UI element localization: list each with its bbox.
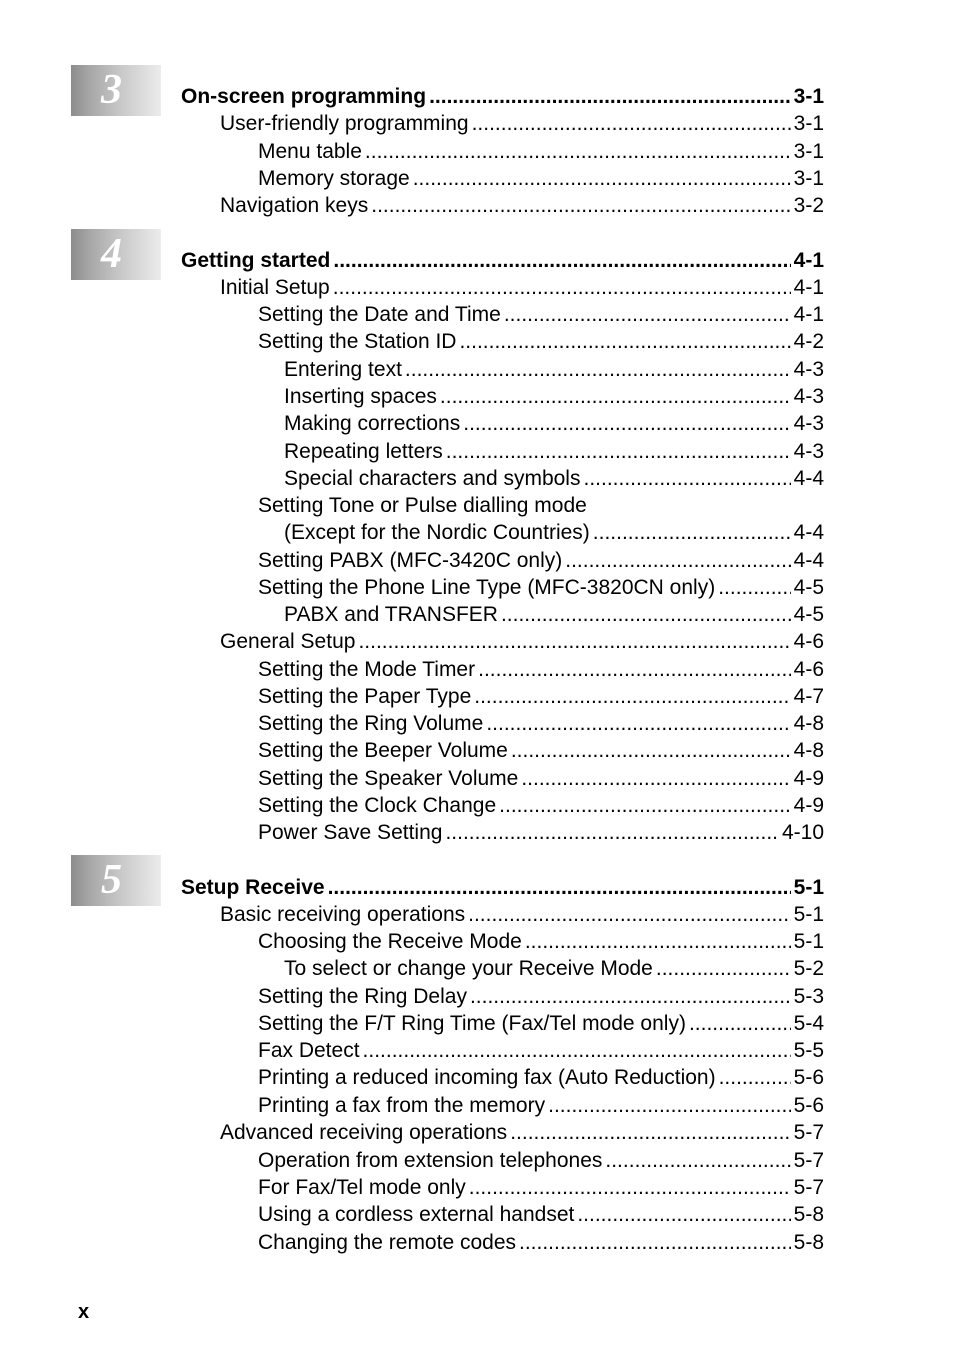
toc-entry-title: Special characters and symbols [284, 467, 581, 490]
toc-entry-page: 4-2 [793, 330, 824, 353]
toc-entry-title: Getting started [181, 249, 331, 272]
toc-entry-page: 5-1 [793, 876, 824, 899]
toc-entry-page: 5-7 [793, 1176, 824, 1199]
page-number: x [78, 1301, 90, 1323]
toc-entry-title: (Except for the Nordic Countries) [284, 521, 590, 544]
toc-chapter-heading[interactable] [181, 875, 824, 901]
toc-entry-title: Repeating letters [284, 440, 443, 463]
dot-leader [463, 411, 790, 437]
dot-leader [689, 1011, 791, 1037]
toc-subsection[interactable] [258, 820, 824, 846]
chapter-number: 3 [101, 67, 122, 113]
toc-subsection[interactable] [258, 302, 824, 328]
toc-subsection[interactable] [258, 984, 824, 1010]
toc-entry-title: Basic receiving operations [220, 903, 466, 926]
toc-entry-page: 5-5 [793, 1039, 824, 1062]
toc-section[interactable] [220, 111, 824, 137]
toc-entry-page: 4-8 [793, 739, 824, 762]
toc-subsection[interactable] [258, 1065, 824, 1091]
toc-subsection-title-line[interactable]: Setting Tone or Pulse dialling mode [258, 494, 587, 517]
toc-entry-page: 3-2 [793, 194, 824, 217]
toc-entry-title: Setting the Speaker Volume [258, 767, 519, 790]
toc-subsection[interactable] [258, 548, 824, 574]
dot-leader [519, 1230, 791, 1256]
dot-leader [371, 193, 790, 219]
toc-entry-page: 3-1 [793, 112, 824, 135]
toc-entry-title: Setting the Ring Volume [258, 712, 484, 735]
dot-leader [605, 1148, 790, 1174]
toc-entry-page: 5-4 [793, 1012, 824, 1035]
dot-leader [446, 439, 791, 465]
toc-entry-page: 5-1 [793, 930, 824, 953]
dot-leader [521, 766, 790, 792]
dot-leader [548, 1093, 791, 1119]
toc-entry-title: On-screen programming [181, 85, 427, 108]
toc-entry-title: Setting the Station ID [258, 330, 457, 353]
dot-leader [472, 111, 791, 137]
dot-leader [565, 548, 790, 574]
toc-topic[interactable] [284, 439, 824, 465]
toc-subsection[interactable] [258, 329, 824, 355]
dot-leader [718, 575, 790, 601]
toc-entry-page: 4-4 [793, 549, 824, 572]
dot-leader [413, 166, 791, 192]
toc-entry-page: 5-3 [793, 985, 824, 1008]
toc-entry-page: 5-6 [793, 1066, 824, 1089]
toc-entry-page: 5-7 [793, 1149, 824, 1172]
toc-entry-page: 4-1 [793, 249, 824, 272]
dot-leader [469, 1175, 791, 1201]
toc-entry-page: 5-2 [793, 957, 824, 980]
toc-chapter-heading[interactable] [181, 84, 824, 110]
toc-subsection[interactable] [258, 1202, 824, 1228]
toc-entry-page: 4-3 [793, 440, 824, 463]
toc-topic[interactable] [284, 384, 824, 410]
toc-subsection[interactable] [258, 1148, 824, 1174]
toc-entry-page: 5-8 [793, 1231, 824, 1254]
dot-leader [593, 520, 791, 546]
dot-leader [445, 820, 779, 846]
toc-entry-title: Operation from extension telephones [258, 1149, 603, 1172]
toc-entry-page: 3-1 [793, 167, 824, 190]
chapter-number: 5 [101, 857, 122, 903]
toc-entry-page: 4-6 [793, 658, 824, 681]
toc-entry-page: 4-1 [793, 303, 824, 326]
toc-entry-page: 4-4 [793, 521, 824, 544]
toc-entry-page: 3-1 [793, 85, 824, 108]
dot-leader [358, 629, 790, 655]
toc-entry-title: For Fax/Tel mode only [258, 1176, 466, 1199]
toc-section[interactable] [220, 902, 824, 928]
toc-entry-page: 5-6 [793, 1094, 824, 1117]
dot-leader [440, 384, 791, 410]
toc-entry-title: To select or change your Receive Mode [284, 957, 653, 980]
dot-leader [478, 657, 791, 683]
toc-entry-page: 4-9 [793, 794, 824, 817]
toc-entry-page: 5-8 [793, 1203, 824, 1226]
toc-entry-page: 5-7 [793, 1121, 824, 1144]
dot-leader [365, 139, 791, 165]
toc-entry-page: 4-10 [781, 821, 824, 844]
toc-subsection[interactable] [258, 711, 824, 737]
toc-entry-title: Printing a reduced incoming fax (Auto Reduction) [258, 1066, 716, 1089]
toc-entry-title: Setup Receive [181, 876, 325, 899]
toc-subsection[interactable] [258, 738, 824, 764]
toc-entry-title: Setting the Beeper Volume [258, 739, 508, 762]
toc-entry-title: Setting the Clock Change [258, 794, 497, 817]
dot-leader [719, 1065, 791, 1091]
toc-entry-title: Navigation keys [220, 194, 369, 217]
toc-subsection[interactable] [258, 1011, 824, 1037]
toc-topic[interactable] [284, 466, 824, 492]
toc-subsection[interactable] [258, 657, 824, 683]
toc-entry-page: 5-1 [793, 903, 824, 926]
toc-entry-title: Initial Setup [220, 276, 330, 299]
toc-topic[interactable] [284, 411, 824, 437]
dot-leader [501, 602, 791, 628]
toc-entry-page: 4-8 [793, 712, 824, 735]
toc-entry-title: Setting the F/T Ring Time (Fax/Tel mode only) [258, 1012, 686, 1035]
dot-leader [583, 466, 790, 492]
toc-entry-title: Making corrections [284, 412, 461, 435]
chapter-tab-4 [71, 229, 161, 280]
toc-entry-page: 4-3 [793, 412, 824, 435]
toc-subsection[interactable] [258, 1093, 824, 1119]
toc-subsection[interactable] [258, 766, 824, 792]
toc-section[interactable] [220, 629, 824, 655]
toc-entry-page: 4-6 [793, 630, 824, 653]
dot-leader [525, 929, 791, 955]
toc-topic[interactable] [284, 357, 824, 383]
dot-leader [429, 84, 791, 110]
toc-topic[interactable] [284, 956, 824, 982]
toc-entry-page: 4-5 [793, 603, 824, 626]
toc-subsection[interactable] [258, 139, 824, 165]
dot-leader [470, 984, 791, 1010]
toc-entry-title: Setting the Ring Delay [258, 985, 467, 1008]
toc-section[interactable] [220, 1120, 824, 1146]
toc-entry-page: 4-3 [793, 358, 824, 381]
toc-entry-title: Fax Detect [258, 1039, 360, 1062]
toc-entry-title: Menu table [258, 140, 362, 163]
toc-entry-title: Setting the Date and Time [258, 303, 501, 326]
dot-leader [510, 1120, 790, 1146]
toc-entry-title: Advanced receiving operations [220, 1121, 508, 1144]
toc-entry-title: Setting the Mode Timer [258, 658, 476, 681]
dot-leader [499, 793, 790, 819]
toc-section[interactable] [220, 275, 824, 301]
toc-entry-title: Power Save Setting [258, 821, 443, 844]
toc-subsection[interactable] [258, 1038, 824, 1064]
toc-entry-title: Choosing the Receive Mode [258, 930, 522, 953]
toc-chapter-heading[interactable] [181, 248, 824, 274]
toc-subsection[interactable] [258, 166, 824, 192]
toc-entry-title: User-friendly programming [220, 112, 469, 135]
toc-entry-title: Setting PABX (MFC-3420C only) [258, 549, 563, 572]
toc-entry-title: Using a cordless external handset [258, 1203, 575, 1226]
toc-entry-page: 4-4 [793, 467, 824, 490]
toc-entry-title: PABX and TRANSFER [284, 603, 498, 626]
dot-leader [468, 902, 791, 928]
dot-leader [363, 1038, 791, 1064]
toc-topic[interactable] [284, 602, 824, 628]
toc-entry-page: 4-9 [793, 767, 824, 790]
toc-entry-title: Setting the Paper Type [258, 685, 472, 708]
chapter-tab-3 [71, 65, 161, 116]
toc-subsection[interactable] [258, 929, 824, 955]
toc-entry-page: 4-5 [793, 576, 824, 599]
toc-subsection[interactable] [258, 1175, 824, 1201]
chapter-tab-5 [71, 855, 161, 906]
toc-entry-page: 4-1 [793, 276, 824, 299]
dot-leader [511, 738, 791, 764]
toc-entry-title: Setting the Phone Line Type (MFC-3820CN only) [258, 576, 716, 599]
dot-leader [333, 275, 791, 301]
toc-subsection[interactable] [258, 575, 824, 601]
toc-subsection[interactable] [258, 684, 824, 710]
toc-entry-title: General Setup [220, 630, 356, 653]
toc-entry-page: 4-3 [793, 385, 824, 408]
toc-topic[interactable] [284, 520, 824, 546]
toc-subsection[interactable] [258, 793, 824, 819]
toc-subsection[interactable] [258, 1230, 824, 1256]
toc-entry-title: Memory storage [258, 167, 410, 190]
toc-section[interactable] [220, 193, 824, 219]
dot-leader [405, 357, 791, 383]
dot-leader [459, 329, 790, 355]
dot-leader [474, 684, 790, 710]
toc-entry-title: Inserting spaces [284, 385, 437, 408]
dot-leader [656, 956, 791, 982]
toc-entry-title: Printing a fax from the memory [258, 1094, 546, 1117]
toc-entry-title: Entering text [284, 358, 402, 381]
dot-leader [328, 875, 791, 901]
dot-leader [333, 248, 790, 274]
toc-entry-page: 4-7 [793, 685, 824, 708]
toc-entry-page: 3-1 [793, 140, 824, 163]
dot-leader [577, 1202, 790, 1228]
dot-leader [504, 302, 791, 328]
toc-entry-title: Changing the remote codes [258, 1231, 516, 1254]
dot-leader [486, 711, 790, 737]
chapter-number: 4 [101, 231, 122, 277]
